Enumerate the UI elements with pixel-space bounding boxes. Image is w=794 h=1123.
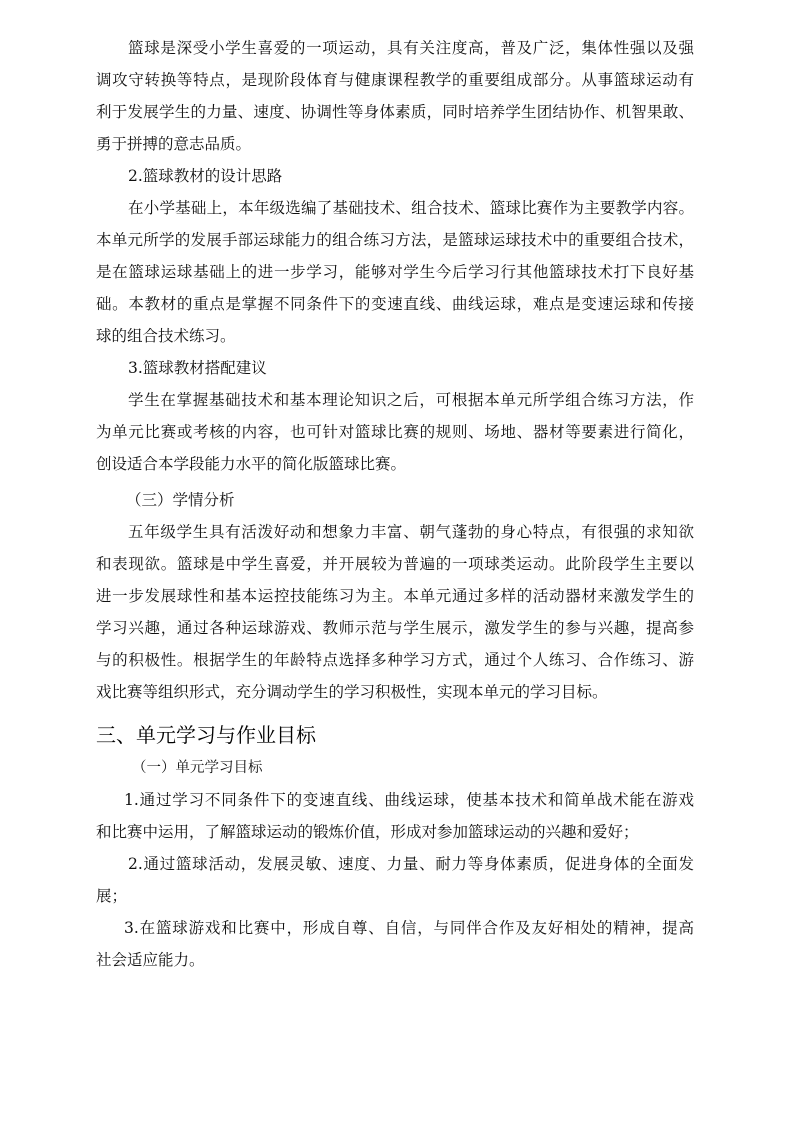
intro-line-3: 利于发展学生的力量、速度、协调性等身体素质，同时培养学生团结协作、机智果敢、 <box>96 103 694 121</box>
intro-line-4: 勇于拼搏的意志品质。 <box>96 135 252 153</box>
goal-3-line-2: 社会适应能力。 <box>96 951 205 969</box>
learning-analysis-line-2: 和表现欲。篮球是中学生喜爱，并开展较为普遍的一项球类运动。此阶段学生主要以 <box>96 555 694 573</box>
section-3-heading: 3.篮球教材搭配建议 <box>128 359 267 377</box>
goal-3-line-1: 3.在篮球游戏和比赛中，形成自尊、自信，与同伴合作及友好相处的精神，提高 <box>124 919 694 937</box>
section-2-line-3: 是在篮球运球基础上的进一步学习，能够对学生今后学习行其他篮球技术打下良好基 <box>96 263 694 281</box>
section-3-line-3: 创设适合本学段能力水平的简化版篮球比赛。 <box>96 455 407 473</box>
goal-2-line-1: 2.通过篮球活动，发展灵敏、速度、力量、耐力等身体素质，促进身体的全面发 <box>128 855 694 873</box>
learning-analysis-heading: （三）学情分析 <box>126 491 235 509</box>
learning-analysis-line-1: 五年级学生具有活泼好动和想象力丰富、朝气蓬勃的身心特点，有很强的求知欲 <box>128 523 694 541</box>
unit-goals-heading: （一）单元学习目标 <box>132 760 263 776</box>
goal-1-line-2: 和比赛中运用，了解篮球运动的锻炼价值，形成对参加篮球运动的兴趣和爱好； <box>96 823 639 841</box>
learning-analysis-line-6: 戏比赛等组织形式，充分调动学生的学习积极性，实现本单元的学习目标。 <box>96 683 608 701</box>
learning-analysis-line-5: 与的积极性。根据学生的年龄特点选择多种学习方式，通过个人练习、合作练习、游 <box>96 651 694 669</box>
section-3-line-2: 为单元比赛或考核的内容，也可针对篮球比赛的规则、场地、器材等要素进行简化， <box>96 423 694 441</box>
intro-line-1: 篮球是深受小学生喜爱的一项运动，具有关注度高，普及广泛，集体性强以及强 <box>128 39 694 57</box>
intro-line-2: 调攻守转换等特点，是现阶段体育与健康课程教学的重要组成部分。从事篮球运动有 <box>96 71 694 89</box>
learning-analysis-line-3: 进一步发展球性和基本运控技能练习为主。本单元通过多样的活动器材来激发学生的 <box>96 587 694 605</box>
section-2-heading: 2.篮球教材的设计思路 <box>128 167 283 185</box>
chapter-3-title: 三、单元学习与作业目标 <box>96 723 316 747</box>
section-2-line-1: 在小学基础上，本年级选编了基础技术、组合技术、篮球比赛作为主要教学内容。 <box>128 199 694 217</box>
goal-1-line-1: 1.通过学习不同条件下的变速直线、曲线运球，使基本技术和简单战术能在游戏 <box>124 791 694 809</box>
learning-analysis-line-4: 学习兴趣，通过各种运球游戏、教师示范与学生展示，激发学生的参与兴趣，提高参 <box>96 619 694 637</box>
section-2-line-5: 球的组合技术练习。 <box>96 327 236 345</box>
goal-2-line-2: 展； <box>96 887 128 905</box>
section-2-line-2: 本单元所学的发展手部运球能力的组合练习方法，是篮球运球技术中的重要组合技术， <box>96 231 694 249</box>
section-2-line-4: 础。本教材的重点是掌握不同条件下的变速直线、曲线运球，难点是变速运球和传接 <box>96 295 694 313</box>
section-3-line-1: 学生在掌握基础技术和基本理论知识之后，可根据本单元所学组合练习方法，作 <box>128 391 694 409</box>
